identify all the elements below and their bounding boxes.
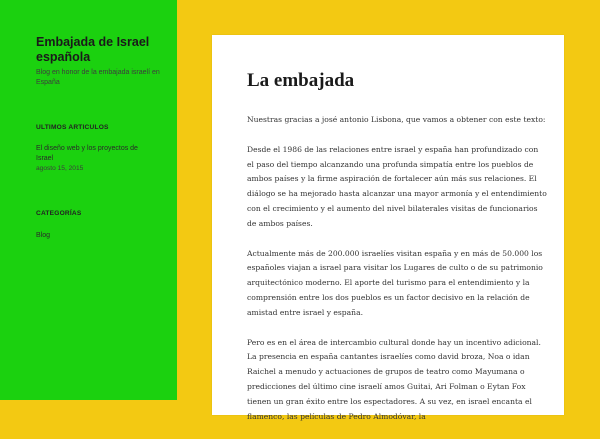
post-paragraph: Nuestras gracias a josé antonio Lisbona, que vamos a obtener con este texto: <box>247 115 546 124</box>
sidebar <box>0 0 177 400</box>
post-title: La embajada <box>247 70 355 91</box>
post-paragraph: Actualmente más de 200.000 israelíes visitan españa y en más de 50.000 los españoles viajan a israel para visitar los Lugares de culto o de su patrimonio arquitectónico moderno. El aporte del turismo para el entendimiento y la comprensión entre los dos pueblos es un factor decisivo en la relación de amistad entre israel y españa. <box>247 248 543 317</box>
post-article <box>212 35 564 421</box>
post-paragraph: Pero es en el área de intercambio cultural donde hay un incentivo adicional. La presencia en españa cantantes israelíes como david broza, Noa o idan Raichel a menudo y actuaciones de grupos de teatro como Mayumana o predicciones del último cine israelí amos Guitai, Ari Folman o Eytan Fox tienen un gran éxito entre los espectadores. A su vez, en israel encanta el flamenco, las películas de Pedro Almodóvar, la <box>247 337 541 421</box>
site-title[interactable]: Embajada de Israel española <box>36 35 150 64</box>
post-content <box>247 113 547 439</box>
site-description: Blog en honor de la embajada israelí en España <box>36 69 160 86</box>
post-paragraph: Desde el 1986 de las relaciones entre israel y españa han profundizado con el paso del tiempo alcanzando una profunda simpatía entre los pueblos de ambos países y la firme aspiración de fortalecer aún más sus relaciones. El diálogo se ha mejorado hasta alcanzar una mayor armonía y el entendimiento con el crecimiento y el aumento del nivel bilaterales visitas de funcionarios de ambos países. <box>247 144 547 228</box>
categories-heading: CATEGORÍAS <box>36 210 82 217</box>
recent-post-link[interactable]: El diseño web y los proyectos de Israel <box>36 145 138 162</box>
category-link-blog[interactable]: Blog <box>36 232 51 239</box>
recent-posts-heading: ULTIMOS ARTICULOS <box>36 124 109 131</box>
recent-post-date: agosto 15, 2015 <box>36 165 84 172</box>
